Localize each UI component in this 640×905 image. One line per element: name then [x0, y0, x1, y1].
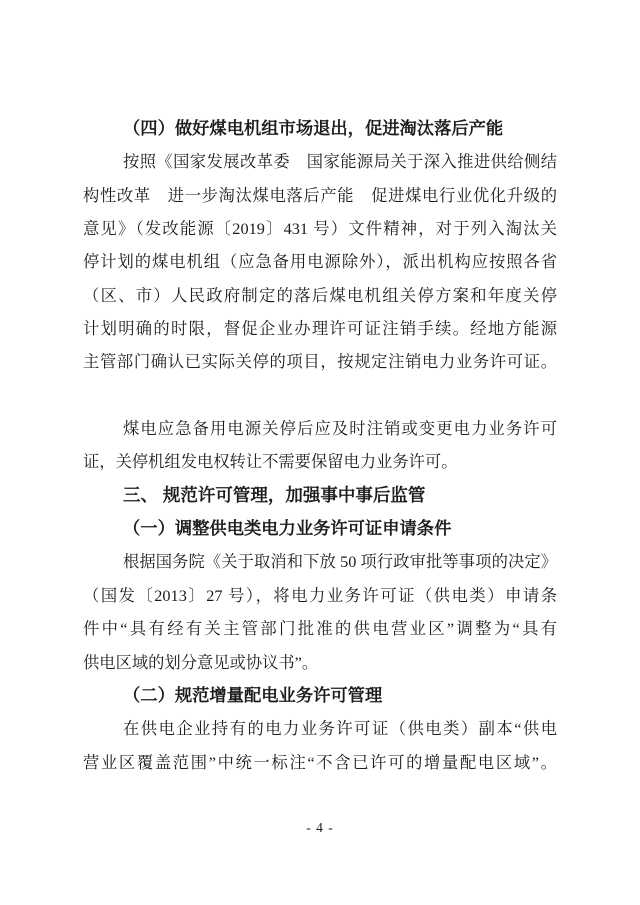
paragraph-line: 供电区域的划分意见或协议书”。	[83, 652, 319, 672]
paragraph-line: 件中“具有经有关主管部门批准的供电营业区”调整为“具有	[83, 619, 557, 639]
blank-line	[83, 379, 557, 412]
paragraph-line: 煤电应急备用电源关停后应及时注销或变更电力业务许可	[123, 419, 557, 439]
paragraph-line: 停计划的煤电机组（应急备用电源除外），派出机构应按照各省	[83, 252, 557, 272]
paragraph-line: 证，关停机组发电权转让不需要保留电力业务许可。	[83, 452, 458, 472]
paragraph-line: （区、市）人民政府制定的落后煤电机组关停方案和年度关停	[83, 285, 557, 305]
chapter-heading-3: 三、 规范许可管理，加强事中事后监管	[123, 484, 426, 505]
paragraph-line: 计划明确的时限，督促企业办理许可证注销手续。经地方能源	[83, 319, 557, 339]
paragraph-line: 根据国务院《关于取消和下放 50 项行政审批等事项的决定》	[123, 552, 557, 572]
subsection-heading-2: （二）规范增量配电业务许可管理	[123, 685, 383, 705]
section-heading-4: （四）做好煤电机组市场退出，促进淘汰落后产能	[123, 119, 504, 138]
paragraph-line: 按照《国家发展改革委 国家能源局关于深入推进供给侧结	[123, 152, 557, 172]
paragraph-line: 主管部门确认已实际关停的项目，按规定注销电力业务许可证。	[83, 352, 557, 372]
subsection-heading-1: （一）调整供电类电力业务许可证申请条件	[123, 519, 452, 539]
paragraph-line: 营业区覆盖范围”中统一标注“不含已许可的增量配电区域”。	[83, 752, 557, 772]
paragraph-line: （国发〔2013〕27 号），将电力业务许可证（供电类）申请条	[83, 585, 557, 605]
paragraph-line: 构性改革 进一步淘汰煤电落后产能 促进煤电行业优化升级的	[83, 185, 557, 205]
page-number: - 4 -	[306, 820, 334, 835]
document-body	[83, 112, 557, 779]
paragraph-line: 在供电企业持有的电力业务许可证（供电类）副本“供电	[123, 719, 557, 739]
paragraph-line: 意见》（发改能源〔2019〕431 号）文件精神，对于列入淘汰关	[83, 219, 557, 239]
